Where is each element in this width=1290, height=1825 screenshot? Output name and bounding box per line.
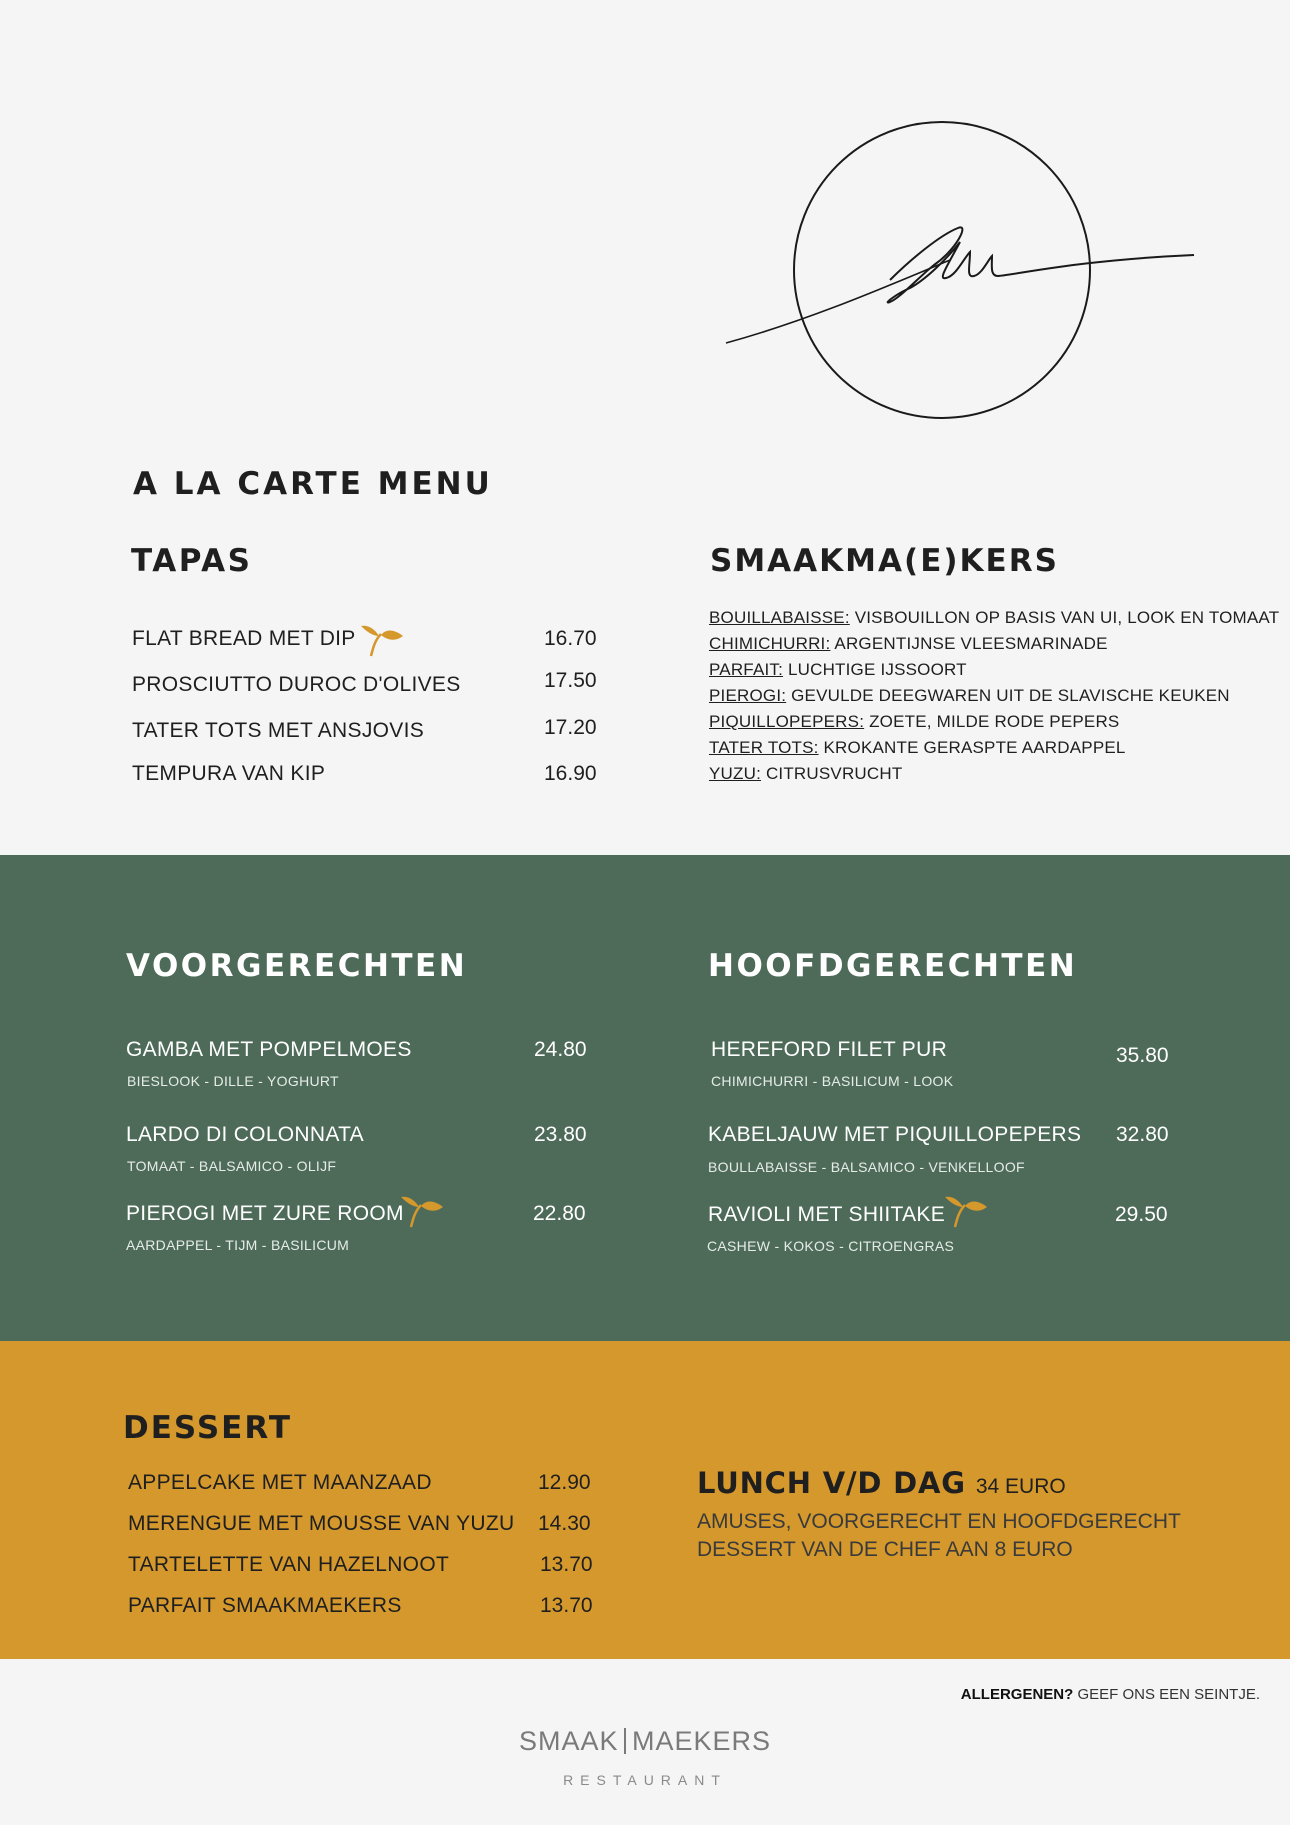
glossary-term: TATER TOTS: bbox=[709, 738, 819, 757]
menu-item-name: TATER TOTS MET ANSJOVIS bbox=[132, 719, 425, 742]
brand-name bbox=[0, 1726, 1290, 1757]
tapas-heading: TAPAS bbox=[131, 543, 253, 579]
brand-name-left: SMAAK bbox=[518, 1726, 619, 1756]
glossary-desc: CITRUSVRUCHT bbox=[765, 764, 903, 783]
menu-item-name: FLAT BREAD MET DIP bbox=[132, 627, 356, 650]
menu-item-description: BIESLOOK - DILLE - YOGHURT bbox=[127, 1073, 339, 1089]
menu-item-price: 22.80 bbox=[533, 1202, 586, 1225]
glossary-desc: LUCHTIGE IJSSOORT bbox=[787, 660, 967, 679]
menu-item-price: 16.70 bbox=[544, 627, 597, 650]
glossary-entry bbox=[709, 660, 967, 680]
glossary-desc: ZOETE, MILDE RODE PEPERS bbox=[869, 712, 1120, 731]
glossary-desc: ARGENTIJNSE VLEESMARINADE bbox=[834, 634, 1108, 653]
menu-item-price: 24.80 bbox=[534, 1038, 587, 1061]
glossary-entry bbox=[709, 608, 1279, 628]
leaf-icon bbox=[945, 1193, 987, 1229]
starters-mains-section bbox=[0, 855, 1290, 1341]
brand-name-right: MAEKERS bbox=[631, 1726, 772, 1756]
menu-item-name: HEREFORD FILET PUR bbox=[711, 1038, 948, 1061]
glossary-term: PIQUILLOPEPERS: bbox=[709, 712, 865, 731]
glossary-entry bbox=[709, 634, 1108, 654]
menu-item-name: GAMBA MET POMPELMOES bbox=[126, 1038, 412, 1061]
menu-item-name: RAVIOLI MET SHIITAKE bbox=[708, 1203, 946, 1226]
glossary-term: PIEROGI: bbox=[709, 686, 787, 705]
menu-item-description: CASHEW - KOKOS - CITROENGRAS bbox=[707, 1238, 955, 1254]
glossary-entry bbox=[709, 738, 1126, 758]
menu-item-price: 35.80 bbox=[1116, 1044, 1169, 1067]
menu-item-price: 14.30 bbox=[538, 1512, 591, 1535]
menu-item-price: 17.50 bbox=[544, 669, 597, 692]
menu-item-name: PARFAIT SMAAKMAEKERS bbox=[128, 1594, 402, 1617]
glossary-entry bbox=[709, 686, 1230, 706]
menu-item-description: AARDAPPEL - TIJM - BASILICUM bbox=[126, 1237, 350, 1253]
lunch-dessert-note: DESSERT VAN DE CHEF AAN 8 EURO bbox=[697, 1538, 1073, 1561]
menu-item-name: LARDO DI COLONNATA bbox=[126, 1123, 364, 1146]
menu-item-name: MERENGUE MET MOUSSE VAN YUZU bbox=[128, 1512, 515, 1535]
menu-item-price: 13.70 bbox=[540, 1553, 593, 1576]
glossary-desc: KROKANTE GERASPTE AARDAPPEL bbox=[823, 738, 1126, 757]
glossary-heading: SMAAKMA(E)KERS bbox=[710, 543, 1059, 579]
allergen-text: GEEF ONS EEN SEINTJE. bbox=[1077, 1686, 1260, 1703]
menu-item-name: APPELCAKE MET MAANZAAD bbox=[128, 1471, 432, 1494]
menu-item-price: 17.20 bbox=[544, 716, 597, 739]
glossary-term: PARFAIT: bbox=[709, 660, 784, 679]
lunch-price: 34 EURO bbox=[975, 1475, 1066, 1498]
sm-monogram-logo bbox=[720, 110, 1200, 430]
menu-item-name: KABELJAUW MET PIQUILLOPEPERS bbox=[708, 1123, 1082, 1146]
glossary-desc: GEVULDE DEEGWAREN UIT DE SLAVISCHE KEUKEN bbox=[791, 686, 1230, 705]
glossary-entry bbox=[709, 764, 902, 784]
menu-item-description: TOMAAT - BALSAMICO - OLIJF bbox=[127, 1158, 337, 1174]
brand-divider bbox=[624, 1728, 626, 1754]
leaf-icon bbox=[361, 622, 403, 658]
menu-item-price: 13.70 bbox=[540, 1594, 593, 1617]
dessert-heading: DESSERT bbox=[123, 1410, 292, 1446]
lunch-title: LUNCH V/D DAG bbox=[697, 1466, 966, 1500]
glossary-desc: VISBOUILLON OP BASIS VAN UI, LOOK EN TOMAAT bbox=[854, 608, 1280, 627]
menu-item-description: CHIMICHURRI - BASILICUM - LOOK bbox=[711, 1073, 954, 1089]
menu-item-price: 12.90 bbox=[538, 1471, 591, 1494]
starters-heading: VOORGERECHTEN bbox=[126, 948, 468, 984]
glossary-entry bbox=[709, 712, 1119, 732]
allergen-label: ALLERGENEN? bbox=[960, 1686, 1074, 1703]
menu-item-name: PIEROGI MET ZURE ROOM bbox=[126, 1202, 404, 1225]
menu-item-name: TARTELETTE VAN HAZELNOOT bbox=[128, 1553, 450, 1576]
allergen-note bbox=[961, 1686, 1260, 1703]
menu-item-name: TEMPURA VAN KIP bbox=[132, 762, 326, 785]
lunch-of-the-day bbox=[697, 1466, 1066, 1500]
menu-item-price: 32.80 bbox=[1116, 1123, 1169, 1146]
glossary-term: BOUILLABAISSE: bbox=[709, 608, 850, 627]
mains-heading: HOOFDGERECHTEN bbox=[708, 948, 1078, 984]
page-title: A LA CARTE MENU bbox=[133, 466, 493, 502]
menu-item-price: 29.50 bbox=[1115, 1203, 1168, 1226]
brand-subtitle: RESTAURANT bbox=[563, 1772, 727, 1788]
menu-item-price: 16.90 bbox=[544, 762, 597, 785]
glossary-term: CHIMICHURRI: bbox=[709, 634, 831, 653]
menu-item-name: PROSCIUTTO DUROC D'OLIVES bbox=[132, 673, 461, 696]
menu-item-description: BOULLABAISSE - BALSAMICO - VENKELLOOF bbox=[708, 1159, 1025, 1175]
lunch-description: AMUSES, VOORGERECHT EN HOOFDGERECHT bbox=[697, 1510, 1181, 1533]
leaf-icon bbox=[401, 1193, 443, 1229]
glossary-term: YUZU: bbox=[709, 764, 761, 783]
menu-item-price: 23.80 bbox=[534, 1123, 587, 1146]
